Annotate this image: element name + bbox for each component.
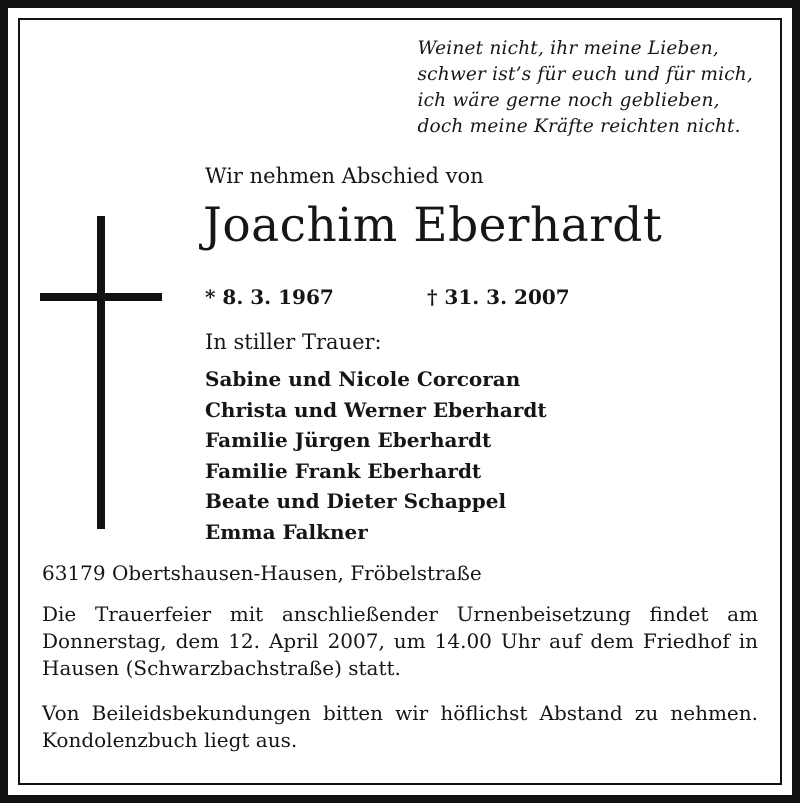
condolence-paragraph: Von Beileidsbekundungen bitten wir höflichst Abstand zu nehmen. Kondolenzbuch liegt aus. [42,701,758,752]
ceremony-paragraph: Die Trauerfeier mit anschließender Urnenbeisetzung findet am Donnerstag, dem 12. April 2007, um 14.00 Uhr auf dem Friedhof in Hausen (Schwarzbachstraße) statt. [42,602,758,680]
family-member: Sabine und Nicole Corcoran [205,367,521,391]
deceased-name: Joachim Eberhardt [203,198,663,253]
poem-line: Weinet nicht, ihr meine Lieben, [417,38,719,59]
intro-text: Wir nehmen Abschied von [205,164,484,188]
cross-vertical-bar [97,216,105,529]
family-member: Christa und Werner Eberhardt [205,397,547,422]
death-date: † 31. 3. 2007 [427,285,570,309]
poem [417,36,753,140]
poem-line: ich wäre gerne noch geblieben, [417,90,720,111]
poem-line: doch meine Kräfte reichten nicht. [417,116,741,137]
birth-date: * 8. 3. 1967 [205,285,334,309]
family-member: Beate und Dieter Schappel [205,489,507,513]
cross-horizontal-bar [40,293,162,301]
address: 63179 Obertshausen-Hausen, Fröbelstraße [42,561,482,585]
mourning-label: In stiller Trauer: [205,330,382,354]
family-member: Familie Jürgen Eberhardt [205,428,492,452]
family-member: Emma Falkner [205,519,368,544]
family-list [205,364,547,547]
life-dates [205,285,570,309]
family-member: Familie Frank Eberhardt [205,458,482,483]
poem-line: schwer ist’s für euch und für mich, [417,64,753,85]
